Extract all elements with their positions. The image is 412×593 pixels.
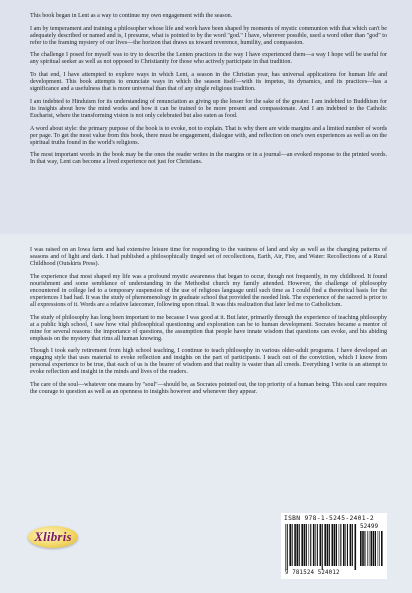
barcode-stripe (306, 524, 307, 566)
bio-paragraph: The care of the soul—whatever one means by "soul"—should be, as Socrates pointed out, the top priority of a human being. This soul care requires the courage to question as well as an openness to insights however and whenever they appear. (30, 382, 387, 396)
barcode-stripe (381, 531, 383, 566)
barcode-stripe (369, 531, 370, 566)
barcode-stripe (324, 524, 326, 566)
barcode-stripe (362, 531, 364, 566)
barcode-stripe (332, 524, 334, 566)
bio-paragraph: The study of philosophy has long been important to me because I was good at it. But later, primarily through the experience of teaching philosophy at a public high school, I saw how vital philosophical questioning and exploration can be to human development. Socrates became a mentor of mine for several reasons: the importance of questions, the assumption that people have innate wisdom that questions can evoke, and his abiding emphasis on the mystery that rims all human knowing. (30, 314, 387, 342)
bio-paragraph: The experience that most shaped my life was a profound mystic awareness that began to occur, though not frequently, in my childhood. It found nourishment and some semblance of understanding in the Methodist church my family attended. However, the challenge of philosophy encountered in college led to a temporary suspension of the use of religious language until such time as I could find a theoretical basis for the experiences I had had. It was the study of phenomenology in graduate school that provided the needed link. The experience of the sacred is prior to all expressions of it. Words are a relative latecomer, following upon ritual. It was this realization that later led me to Catholicism. (30, 273, 387, 308)
barcode-stripe (322, 524, 323, 570)
isbn-barcode (281, 513, 387, 579)
barcode-stripe (375, 531, 376, 566)
barcode-number: 9 781524 524012 (285, 570, 340, 576)
barcode-stripe (329, 524, 330, 566)
bio-paragraph: I was raised on an Iowa farm and had extensive leisure time for responding to the vastness of land and sky as well as the changing patterns of seasons and of light and dark. I had published a philosophically tinged set of recollections, Earth, Air, Fire, and Water: Recollections of a Rural Childhood (Outskirts Press). (30, 247, 387, 268)
barcode-stripe (340, 524, 341, 566)
barcode-stripe (294, 524, 296, 566)
barcode-stripe (360, 531, 362, 566)
barcode-stripe (343, 524, 345, 566)
author-bio-text (30, 247, 387, 402)
foreword-paragraph: I am by temperament and training a philosopher whose life and work have been shaped by moments of mystic communion with that which can't be adequately described or named and is, I presume, what is pointed to by the word "god." I have, wherever possible, used a word other than "god" to refer to the framing mystery of our lives—the horizon that draws us toward reverence, humility, and compassion. (30, 25, 387, 46)
barcode-stripe (355, 524, 357, 570)
foreword-text (30, 13, 387, 172)
barcode-bars (285, 524, 357, 570)
barcode-stripe (350, 524, 352, 566)
foreword-paragraph: This book began in Lent as a way to continue my own engagement with the season. (30, 13, 233, 19)
foreword-paragraph: To that end, I have attempted to explore ways in which Lent, a season in the Christian year, has universal applications for human life and development. This book attempts to enunciate ways in which the season itself—with its impetus, its dynamics, and its practices—has a significance and a usefulness that is more universal than that of any single religious tradition. (30, 72, 387, 93)
barcode-stripe (320, 524, 322, 566)
barcode-stripe (299, 524, 300, 566)
bio-paragraph: Though I took early retirement from high school teaching, I continue to teach philosophy in various older-adult programs. I have developed an engaging style that uses material to evoke reflection and insights on the part of participants. I teach out of the conviction, which I know from personal experience to be true, that each of us is the bearer of wisdom and that reality is vaster than all creeds. Everything I write is an attempt to evoke reflection and insight in the minds and lives of the readers. (30, 348, 387, 376)
barcode-stripe (334, 524, 336, 566)
barcode-stripe (301, 524, 303, 566)
barcode-stripe (371, 531, 373, 566)
foreword-paragraph: The most important words in the book may be the ones the reader writes in the margins or in a journal—an evoked response to the printed words. In that way, Lent can become a lived experience not just for Christians. (30, 152, 387, 166)
foreword-paragraph: The challenge I posed for myself was to try to describe the Lenten practices in the way I have experienced them—a way I hope will be useful for any spiritual seeker as well as not opposed to Christianity for those who actively participate in that tradition. (30, 52, 387, 66)
foreword-section (0, 0, 412, 234)
barcode-stripe (347, 524, 348, 566)
barcode-stripe (339, 524, 340, 566)
barcode-stripe (345, 524, 346, 566)
barcode-stripe (364, 531, 365, 566)
barcode-stripe (327, 524, 329, 566)
barcode-stripe (310, 524, 311, 566)
barcode-addon-bars (360, 531, 384, 570)
barcode-stripe (315, 524, 316, 566)
barcode-stripe (367, 531, 368, 566)
barcode-stripe (309, 524, 310, 566)
barcode-stripe (373, 531, 375, 566)
publisher-logo-text: Xlibris (34, 529, 72, 544)
isbn-label: ISBN 978-1-5245-2401-2 (284, 515, 375, 522)
barcode-stripe (292, 524, 293, 566)
barcode-stripe (304, 524, 306, 566)
publisher-logo (28, 526, 78, 548)
barcode-stripe (313, 524, 315, 566)
barcode-stripe (378, 531, 379, 566)
barcode-stripe (336, 524, 337, 566)
foreword-paragraph: I am indebted to Hinduism for its understanding of renunciation as giving up the lesser for the sake of the greater. I am indebted to Buddhism for its insights about how the mind works and how it can be trained to be more present and compassionate. And I am indebted to the Catholic Eucharist, where the transforming vision is not only celebrated but also eaten as food. (30, 98, 387, 119)
foreword-paragraph: A word about style: the primary purpose of the book is to evoke, not to explain. That is why there are wide margins and a limited number of words per page. To get the most value from this book, there must be engagement, dialogue with, and reflection on one's own experiences as well as on the spiritual truths found in the world's religions. (30, 125, 387, 146)
barcode-stripe (379, 531, 380, 566)
barcode-stripe (352, 524, 353, 566)
barcode-addon-number: 52499 (360, 523, 379, 530)
barcode-stripe (289, 524, 291, 566)
barcode-stripe (297, 524, 299, 566)
barcode-stripe (285, 524, 286, 570)
barcode-stripe (287, 524, 288, 570)
barcode-stripe (317, 524, 318, 566)
